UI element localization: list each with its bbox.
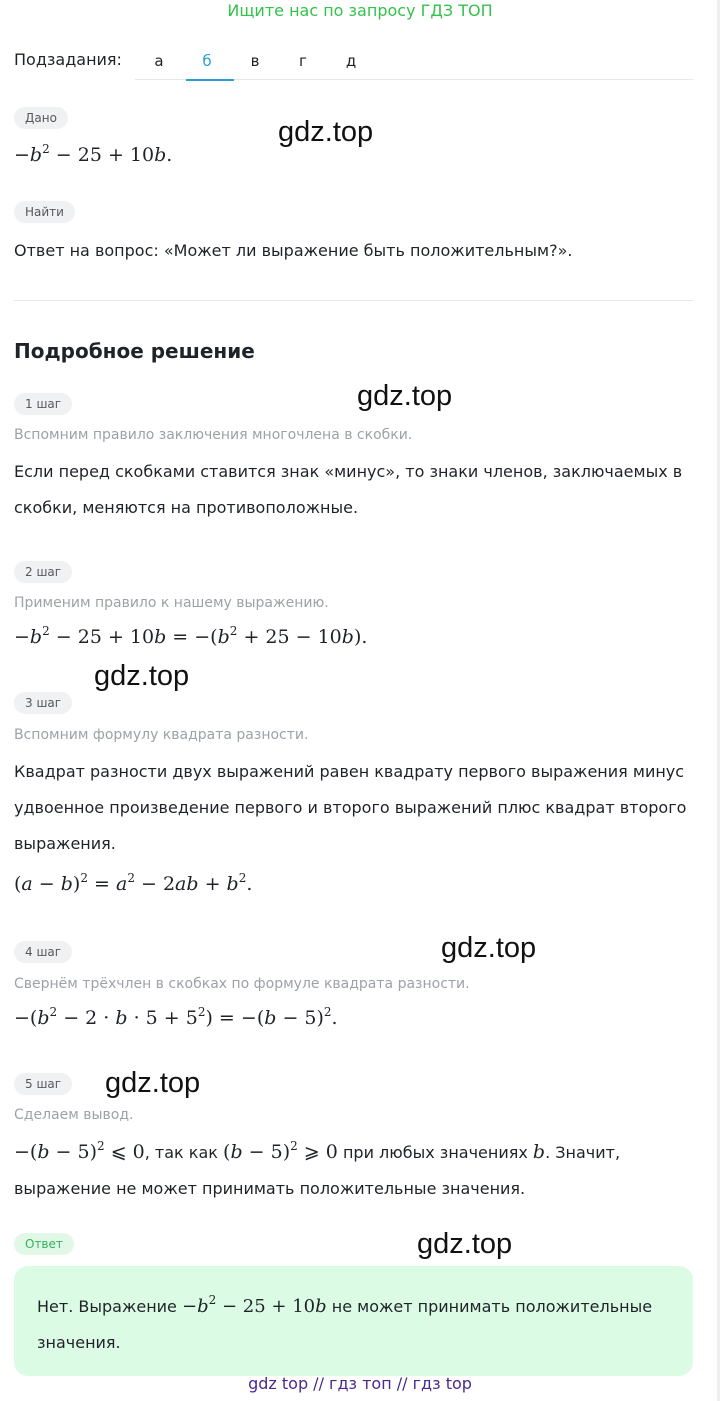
step-5-line-1: [14, 1137, 620, 1168]
watermark: gdz.top: [357, 380, 453, 412]
step-5-formula-a: $-(b - 5)^2$ ⩽ 0: [14, 1139, 145, 1163]
find-pill: Найти: [14, 201, 75, 223]
step-5-text-c: . Значит,: [545, 1143, 621, 1162]
step-4-hint: Свернём трёхчлен в скобках по формуле квадрата разности.: [14, 976, 470, 992]
step-5-variable: b: [532, 1141, 546, 1163]
step-3-hint: Вспомним формулу квадрата разности.: [14, 727, 309, 743]
search-banner[interactable]: Ищите нас по запросу ГДЗ ТОП: [227, 1, 493, 20]
find-text: Ответ на вопрос: «Может ли выражение быть положительным?».: [14, 241, 573, 260]
step-4-pill: 4 шаг: [14, 941, 72, 963]
step-2-hint: Применим правило к нашему выражению.: [14, 595, 329, 611]
step-3-formula: $(a - b)^2 = a^2 - 2ab + b^2$.: [14, 871, 253, 895]
watermark: gdz.top: [105, 1067, 201, 1099]
watermark: gdz.top: [417, 1228, 513, 1260]
watermark: gdz.top: [94, 660, 190, 692]
solution-title: Подробное решение: [14, 339, 255, 363]
step-1-pill: 1 шаг: [14, 393, 72, 415]
step-1-hint: Вспомним правило заключения многочлена в скобки.: [14, 427, 413, 443]
step-5-text-a: , так как: [144, 1143, 218, 1162]
step-3-text: Квадрат разности двух выражений равен квадрату первого выражения минус удвоенное произведение первого и второго выражений плюс квадрат второго выражения.: [14, 762, 687, 853]
watermark: gdz.top: [441, 932, 537, 964]
step-2-formula: $-b^2 - 25 + 10b = -(b^2 + 25 - 10b)$.: [14, 624, 368, 648]
given-pill: Дано: [14, 107, 68, 129]
step-5-formula-b: $(b - 5)^2$ ⩾ 0: [223, 1139, 338, 1163]
tab-d[interactable]: д: [345, 52, 357, 70]
subtask-tabs: [135, 42, 693, 80]
watermark: gdz.top: [278, 116, 374, 148]
step-5-text-d: выражение не может принимать положительные значения.: [14, 1179, 526, 1198]
step-2-pill: 2 шаг: [14, 561, 72, 583]
tab-v[interactable]: в: [250, 52, 260, 70]
footer-links[interactable]: gdz top // гдз топ // гдз top: [248, 1374, 472, 1393]
step-5-pill: 5 шаг: [14, 1073, 72, 1095]
answer-pill: Ответ: [14, 1233, 74, 1255]
answer-suffix: не может принимать положительные значения.: [37, 1297, 653, 1352]
tab-a[interactable]: а: [154, 52, 164, 70]
divider: [14, 300, 693, 301]
step-5-hint: Сделаем вывод.: [14, 1107, 134, 1123]
answer-text: [37, 1289, 677, 1361]
subtasks-label: Подзадания:: [14, 50, 122, 69]
step-5-text-b: при любых значениях: [342, 1143, 528, 1162]
answer-expression: $-b^2 - 25 + 10b$: [182, 1293, 327, 1317]
answer-prefix: Нет. Выражение: [37, 1297, 177, 1316]
tab-g[interactable]: г: [299, 52, 307, 70]
step-4-formula: $-(b^2 - 2 \cdot b \cdot 5 + 5^2) = -(b - 5)^2$.: [14, 1005, 338, 1029]
tab-b[interactable]: б: [183, 42, 231, 80]
step-1-text: Если перед скобками ставится знак «минус», то знаки членов, заключаемых в скобки, меняются на противоположные.: [14, 462, 683, 517]
step-3-pill: 3 шаг: [14, 692, 72, 714]
given-expression: $-b^2 - 25 + 10b$.: [14, 142, 173, 166]
